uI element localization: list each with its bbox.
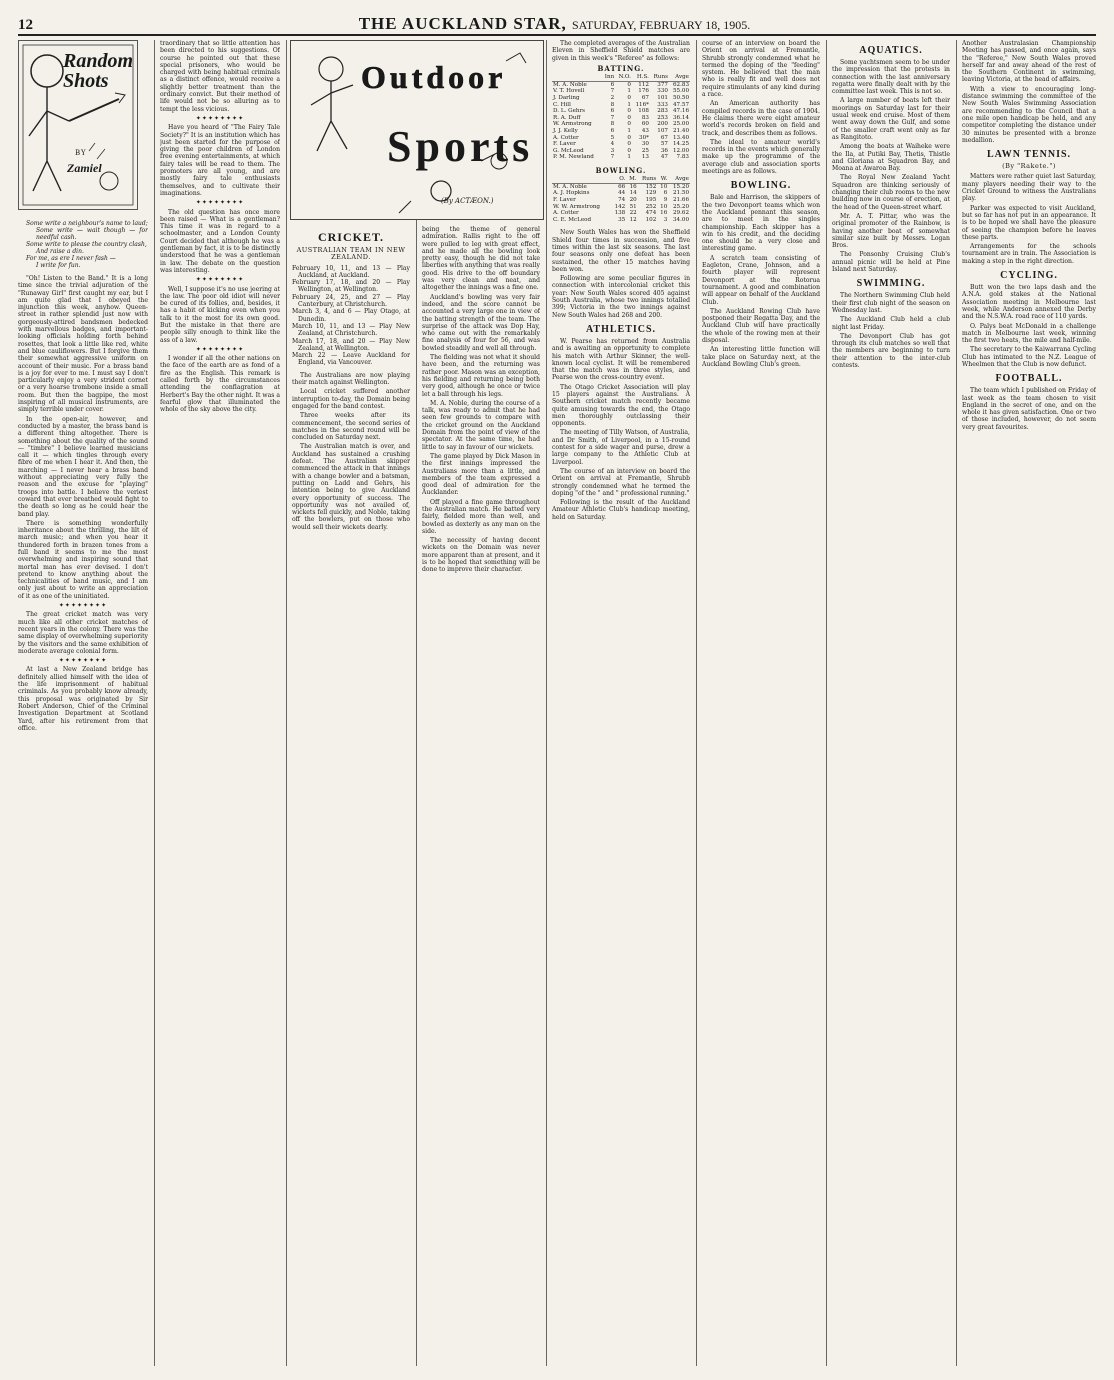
article-paragraph: The meeting of Tilly Watson, of Australia, and Dr Smith, of Liverpool, in a 15-round contest for a side wager and purse, drew a large company to the Athletic Club at Liverpool. xyxy=(552,429,690,466)
player-name-cell: F. Laver xyxy=(553,196,576,203)
stat-cell: 3 xyxy=(663,216,668,223)
player-name-cell: A. Cotter xyxy=(553,210,579,217)
stat-cell: 0 xyxy=(627,81,631,88)
cricket-heading: CRICKET. xyxy=(317,230,385,244)
athletics-heading: ATHLETICS. xyxy=(585,323,657,335)
stat-cell: 7.83 xyxy=(676,154,689,161)
banner-byline: (By ACTÆON.) xyxy=(441,197,494,205)
stat-cell: 7 xyxy=(610,88,615,95)
player-name-cell: J. Darling xyxy=(553,94,580,101)
stat-cell: 0 xyxy=(627,94,631,101)
stat-cell: 252 xyxy=(645,203,657,210)
cricket-subheading: AUSTRALIAN TEAM IN NEW ZEALAND. xyxy=(296,246,406,262)
article-paragraph: Well, I suppose it's no use jeering at the law. The poor old idiot will never be cured of its follies, and, besides, it has a habit of kicking even when you talk to it the most for its own good. But the mistake in that there are people silly enough to think like the ass of a law. xyxy=(160,285,280,344)
fixture-item: March 22 — Leave Auckland for England, via Vancouver. xyxy=(292,352,410,367)
stat-cell: 25 xyxy=(641,147,649,154)
banner-spacer xyxy=(292,40,410,226)
stat-cell: 36.14 xyxy=(672,114,689,121)
stat-cell: 57 xyxy=(660,141,668,148)
stat-cell: 101 xyxy=(657,94,668,101)
stat-cell: 1 xyxy=(627,101,631,108)
stat-cell: 62.83 xyxy=(672,81,689,88)
stat-cell: 333 xyxy=(657,101,668,108)
column-rule xyxy=(696,40,697,1366)
player-name-cell: C. E. McLeod xyxy=(553,216,592,223)
stat-cell: 83 xyxy=(641,114,649,121)
column-3 xyxy=(292,40,410,1366)
stat-cell: 15.20 xyxy=(672,183,689,190)
fixture-item: March 17, 18, and 20 — Play New Zealand, at Wellington. xyxy=(292,337,410,352)
aquatics-heading: AQUATICS. xyxy=(859,45,923,56)
stat-cell: 112 xyxy=(638,81,649,88)
stat-cell: 7 xyxy=(610,114,615,121)
article-paragraph: Three weeks after its commencement, the second series of matches in the second round will be concluded on Saturday next. xyxy=(292,412,410,442)
article-paragraph: Another Australasian Championship Meeting has passed, and once again, says the "Referee," New South Wales proved herself far and away ahead of the rest of the Southern Continent in swimming, leaving Victoria, at the head of affairs. xyxy=(962,40,1096,84)
stat-cell: 8 xyxy=(610,121,615,128)
stat-cell: 0 xyxy=(627,147,631,154)
stat-cell: 107 xyxy=(657,127,668,134)
article-paragraph: Off played a fine game throughout the Australian match. He batted very fairly, fielded more than well, and bowled as dexterly as any man on the side. xyxy=(422,498,540,535)
column-rule xyxy=(154,40,155,1366)
stat-cell: 47.16 xyxy=(672,108,689,115)
stat-cell: 10 xyxy=(660,203,668,210)
stat-cell: 142 xyxy=(614,203,626,210)
batting-caption: BATTING. xyxy=(597,63,645,73)
random-shots-verse xyxy=(26,220,148,269)
batting-intro: The completed averages of the Australian Eleven in Sheffield Shield matches are given in this week's "Referee" as follows: xyxy=(552,40,690,62)
stat-cell: 47.57 xyxy=(672,101,689,108)
verse-line: Some write a neighbour's name to laud; xyxy=(26,220,148,227)
stat-cell: 66 xyxy=(618,183,626,190)
stat-cell: 0 xyxy=(627,121,631,128)
stat-cell: 25.20 xyxy=(672,203,689,210)
table-header-row xyxy=(552,176,690,183)
fixture-item: March 3, 4, and 6 — Play Otago, at Dunedin. xyxy=(292,308,410,323)
banner-spacer xyxy=(422,40,540,226)
stat-cell: 116* xyxy=(635,101,649,108)
stat-cell: 108 xyxy=(638,108,649,115)
column-2 xyxy=(160,40,280,1366)
table-row xyxy=(552,183,690,190)
article-paragraph: course of an interview on board the Orient on arrival at Fremantle, Shrubb strongly condemned what he termed the doping of the "feeding" system. He believed that the man who is really fit and well does not require stimulants of any kind during a race. xyxy=(702,40,820,99)
article-paragraph: The Royal New Zealand Yacht Squadron are thinking seriously of changing their club rooms to the new building now in course of erection, at the head of the Queen-street wharf. xyxy=(832,174,950,211)
article-paragraph: The Australians are now playing their match against Wellington. xyxy=(292,371,410,387)
stat-cell: 7 xyxy=(610,154,615,161)
paper-date: SATURDAY, FEBRUARY 18, 1905. xyxy=(572,18,751,32)
article-paragraph: Auckland's bowling was very fair indeed, and the score cannot be accounted a very large one in view of the batting strength of the team. The surprise of the attack was Dop Hay, who came out with the remarkably fine analysis of four for 56, and was bowled steadily and well all through. xyxy=(422,293,540,352)
article-paragraph: Among the boats at Waiheke were the Ila, at Putiki Bay, Thetis, Thistle and Gloriana at Squadron Bay, and Moana at Awaroa Bay. xyxy=(832,143,950,173)
table-row xyxy=(552,210,690,217)
player-name-cell: F. Laver xyxy=(553,141,576,148)
stat-cell: 2 xyxy=(610,94,615,101)
stat-cell: 14.25 xyxy=(672,141,689,148)
stat-cell: 21.50 xyxy=(672,190,689,197)
table-row xyxy=(552,141,690,148)
stat-cell: 13.40 xyxy=(672,134,689,141)
fixture-item: February 10, 11, and 13 — Play Auckland, at Auckland. xyxy=(292,264,410,279)
player-name-cell: M. A. Noble xyxy=(553,183,587,190)
stat-cell: 5 xyxy=(610,134,615,141)
stat-cell: 20 xyxy=(629,196,637,203)
player-name-cell: A. J. Hopkins xyxy=(553,190,590,197)
article-paragraph: The Northern Swimming Club held their first club night of the season on Wednesday last. xyxy=(832,292,950,314)
column-rule xyxy=(956,40,957,1366)
column-8 xyxy=(962,40,1096,1366)
column-header: M. xyxy=(626,176,637,183)
lawn-tennis-heading: LAWN TENNIS. xyxy=(986,149,1072,161)
lawn-tennis-byline: (By "Rakete.") xyxy=(1002,162,1056,171)
article-paragraph: The Ponsonby Cruising Club's annual picnic will be held at Pine Island next Saturday. xyxy=(832,251,950,274)
article-paragraph: Following are some peculiar figures in connection with intercolonial cricket this year: New South Wales scored 405 against South Australia, whose two innings totalled 399; Victoria in the two innings against New South Wales had 268 and 200. xyxy=(552,275,690,319)
fixture-list xyxy=(292,265,410,367)
article-paragraph: The team which I published on Friday of last week as the team chosen to visit England in the secret of one, and on the whole it has given satisfaction. One or two of those included, however, do not seem very great favourites. xyxy=(962,387,1096,431)
column-header: Inn xyxy=(602,74,615,81)
heading-spacer xyxy=(18,40,148,216)
stat-cell: 195 xyxy=(645,196,657,203)
article-paragraph: O. Palys beat McDonald in a challenge match in Melbourne last week, winning the first two heats, the mile and half-mile. xyxy=(962,322,1096,345)
article-paragraph: The fielding was not what it should have been, and the returning was rather poor. Mason was an exception, his fielding and returning being both very good, although he once or twice let a ball through his legs. xyxy=(422,354,540,398)
stat-cell: 3 xyxy=(610,147,615,154)
column-header: Runs xyxy=(638,176,658,183)
stat-cell: 43 xyxy=(641,127,649,134)
column-header: O. xyxy=(611,176,626,183)
article-paragraph: The Australian match is over, and Auckland has sustained a crushing defeat. The Australian skipper commenced the attack in that innings with a change bowler and a batsman, putting on Ladd and Gehrs, his intention being to give Auckland every opportunity of success. The opportunity was not availed of, wickets fell quickly, and Noble, taking off the bowlers, put on those who would sell their wickets dearly. xyxy=(292,443,410,531)
article-paragraph: The Auckland Club held a club night last Friday. xyxy=(832,316,950,331)
article-paragraph: The Otago Cricket Association will play 15 players against the Australians. A Southern cricket match recently became quite amusing towards the end, the Otago men thoroughly outclassing their opponents. xyxy=(552,383,690,428)
section-divider: ✦✦✦✦✦✦✦✦ xyxy=(195,276,245,284)
section-divider: ✦✦✦✦✦✦✦✦ xyxy=(195,114,245,122)
column-4 xyxy=(422,40,540,1366)
player-name-cell: W. W. Armstrong xyxy=(553,203,601,210)
stat-cell: 102 xyxy=(645,216,657,223)
player-name-cell: G. McLeod xyxy=(553,147,584,154)
stat-cell: 0 xyxy=(627,141,631,148)
stat-cell: 176 xyxy=(638,88,649,95)
stat-cell: 30 xyxy=(641,141,649,148)
column-header xyxy=(552,176,611,183)
article-paragraph: The ideal to amateur world's records in the events which generally make up the programme of the average club and association sports meetings are as follows. xyxy=(702,138,820,176)
football-heading: FOOTBALL. xyxy=(995,373,1063,385)
article-paragraph: "Oh! Listen to the Band." It is a long time since the trivial adjuration of the "Runaway Girl" first caught my ear, but I am quite glad that I obeyed the injunction this week, anyhow. Queen-street in rather splendid just now with gorgeously-attired bandsmen bedecked with marvellous badges, and important-looking officials holding forth behind rosettes, that look a little like red, white and blue cauliflowers. But I forgive them their somewhat aggressive uniform on account of their music. For a brass band is a joy for ever to me. I must say I don't particularly enjoy a very strident cornet or a very hoarse trombone inside a small room. But then the bagpipe, the most inspiring of all musical instruments, are simply terrible under cover. xyxy=(18,275,148,414)
column-header xyxy=(552,74,602,81)
stat-cell: 6 xyxy=(663,190,668,197)
article-paragraph: The secretary to the Kaiwarrana Cycling Club has intimated to the N.Z. League of Wheelmen that the Club is now defunct. xyxy=(962,346,1096,368)
table-row xyxy=(552,135,690,142)
section-divider: ✦✦✦✦✦✦✦✦ xyxy=(195,345,245,353)
table-row xyxy=(552,95,690,102)
article-paragraph: New South Wales has won the Sheffield Shield four times in succession, and five times within the last six seasons. The last four seasons only one defeat has been sustained, the other 15 matches having been won. xyxy=(552,229,690,273)
table-row xyxy=(552,217,690,224)
stat-cell: 22 xyxy=(629,210,637,217)
batting-table xyxy=(552,74,690,161)
stat-cell: 200 xyxy=(657,121,668,128)
table-row xyxy=(552,204,690,211)
stat-cell: 138 xyxy=(614,210,626,217)
stat-cell: 35 xyxy=(618,216,626,223)
article-paragraph: Have you heard of "The Fairy Tale Society?" It is an institution which has just been started for the purpose of giving the poor children of London free evening entertainments, at which fairy tales will be read to them. The promoters are all young, and are mostly fairy tale enthusiasts themselves, and to cultivate their imaginations. xyxy=(160,124,280,197)
bowling-table-body xyxy=(552,183,690,223)
article-paragraph: The Devonport Club has got through its club matches so well that the members are beginning to turn their attention to the inter-club contests. xyxy=(832,332,950,369)
verse-line: And raise a din. xyxy=(36,248,84,255)
article-paragraph: The game played by Dick Mason in the first innings impressed the Australians more than a little, and members of the team expressed a good deal of admiration for the Aucklander. xyxy=(422,452,540,497)
bowling-table xyxy=(552,176,690,223)
article-paragraph: I wonder if all the other nations on the face of the earth are as fond of a fire as the English. This remark is called forth by the circumstances attending the conflagration at Herbert's Bay the other night. It was a fearful glow that illuminated the whole of the sky above the city. xyxy=(160,355,280,414)
player-name-cell: P. M. Newland xyxy=(553,154,594,161)
section-divider: ✦✦✦✦✦✦✦✦ xyxy=(58,657,108,665)
stat-cell: 12.00 xyxy=(672,147,689,154)
player-name-cell: R. A. Duff xyxy=(553,114,581,121)
article-paragraph: An interesting little function will take place on Saturday next, at the Auckland Bowling Club's green. xyxy=(702,346,820,368)
column-rule xyxy=(286,40,287,1366)
stat-cell: 51 xyxy=(629,203,637,210)
table-row xyxy=(552,102,690,109)
bowling-sport-heading: BOWLING. xyxy=(730,180,792,192)
stat-cell: 55.00 xyxy=(672,88,689,95)
table-row xyxy=(552,148,690,155)
player-name-cell: A. Cotter xyxy=(553,134,579,141)
verse-line: I write for fun. xyxy=(36,262,81,269)
article-paragraph: Bale and Harrison, the skippers of the two Devonport teams which won the Auckland pennant this season, are to meet in the singles championship. Each skipper has a win to his credit, and the deciding one should be a very close and interesting game. xyxy=(702,194,820,253)
player-name-cell: M. A. Noble xyxy=(553,81,587,88)
stat-cell: 8 xyxy=(610,101,615,108)
article-paragraph: Butt won the two laps dash and the A.N.A. gold stakes at the National Association meeting in Melbourne last week, while Anderson annexed the Derby and the N.S.W.A. road race of 110 yards. xyxy=(962,284,1096,321)
stat-cell: 6 xyxy=(610,127,615,134)
stat-cell: 25.00 xyxy=(672,121,689,128)
batting-table-body xyxy=(552,81,690,161)
stat-cell: 253 xyxy=(657,114,668,121)
cycling-heading: CYCLING. xyxy=(1000,270,1058,282)
random-shots-author: Zamiel xyxy=(67,161,102,175)
stat-cell: 377 xyxy=(657,81,668,88)
article-paragraph: Following is the result of the Auckland Amateur Athletic Club's handicap meeting, held on Saturday. xyxy=(552,499,690,521)
stat-cell: 12 xyxy=(629,216,637,223)
page-number: 12 xyxy=(18,17,33,33)
column-7 xyxy=(832,40,950,1366)
stat-cell: 29.62 xyxy=(672,210,689,217)
stat-cell: 10 xyxy=(660,183,668,190)
table-row xyxy=(552,81,690,88)
stat-cell: 1 xyxy=(627,88,631,95)
stat-cell: 30* xyxy=(639,134,649,141)
article-paragraph: Mr. A. T. Pittar, who was the original promoter of the Rainbow, is having another boat of somewhat similar size built by Messrs. Logan Bros. xyxy=(832,212,950,250)
fixture-item: February 17, 18, and 20 — Play Wellington, at Wellington. xyxy=(292,279,410,294)
table-row xyxy=(552,88,690,95)
article-paragraph: The necessity of having decent wickets on the Domain was never more apparent than at present, and it is to be hoped that something will be done to improve their character. xyxy=(422,537,540,574)
column-header: H.S. xyxy=(632,74,650,81)
article-paragraph: A large number of boats left their moorings on Saturday last for their usual week end cruise. Most of them went away down the Gulf, and some of the smaller craft went only as far as Rangitoto. xyxy=(832,97,950,141)
stat-cell: 36 xyxy=(660,147,668,154)
stat-cell: 16 xyxy=(629,183,637,190)
random-shots-by: BY xyxy=(75,149,87,157)
column-1 xyxy=(18,40,148,1366)
article-paragraph: Matters were rather quiet last Saturday, many players needing their way to the Cricket Ground to witness the Australians play. xyxy=(962,173,1096,203)
stat-cell: 67 xyxy=(641,94,649,101)
section-divider: ✦✦✦✦✦✦✦✦ xyxy=(195,199,245,207)
column-5 xyxy=(552,40,690,1366)
player-name-cell: V. T. Hovell xyxy=(553,88,585,95)
stat-cell: 474 xyxy=(645,210,657,217)
verse-line: Some write to please the country clash, xyxy=(26,241,147,248)
fixture-item: February 24, 25, and 27 — Play Canterbury, at Christchurch. xyxy=(292,293,410,309)
article-paragraph: M. A. Noble, during the course of a talk, was ready to admit that he had seen few grounds to compare with the cricket ground on the Auckland Domain from the point of view of the spectator. At the same time, he had little to say in favour of our wickets. xyxy=(422,399,540,451)
banner-title-bottom: Sports xyxy=(387,122,534,171)
section-divider: ✦✦✦✦✦✦✦✦ xyxy=(58,602,108,610)
column-header: Runs xyxy=(650,74,669,81)
stat-cell: 13 xyxy=(641,154,649,161)
article-paragraph: Local cricket suffered another interruption to-day, the Domain being engaged for the band contest. xyxy=(292,388,410,410)
column-header: Avge xyxy=(669,74,690,81)
stat-cell: 6 xyxy=(610,108,615,115)
article-paragraph: At last a New Zealand bridge has definitely allied himself with the idea of the life imprisonment of habitual criminals. As you probably know already, this proposal was originated by Sir Robert Anderson, Chief of the Criminal Investigation Department at Scotland Yard, after his retirement from that office. xyxy=(18,666,148,732)
stat-cell: 0 xyxy=(627,114,631,121)
column-header: Avge xyxy=(668,176,690,183)
column-rule xyxy=(546,40,547,1366)
article-paragraph: The course of an interview on board the Orient on arrival at Fremantle, Shrubb strongly condemned what he termed the doping "of the " and " professional running." xyxy=(552,467,690,497)
stat-cell: 60 xyxy=(641,121,649,128)
random-shots-title: Random Shots xyxy=(63,50,134,92)
column-header: N.O. xyxy=(615,74,632,81)
article-paragraph: traordinary that so little attention has been directed to his suggestions. Of course he pointed out that these special prisoners, who would be charged with being habitual criminals as a distinct offence, would receive a slightly better treatment than the ordinary convict. But their method of life would not be so alluring as to tempt the less vicious. xyxy=(160,40,280,113)
article-paragraph: Parker was expected to visit Auckland, but so far has not put in an appearance. It is to be hoped we shall have the pleasure of seeing the champion before he leaves these parts. xyxy=(962,204,1096,241)
paper-name: THE AUCKLAND STAR, xyxy=(358,14,567,33)
player-name-cell: D. L. Gehrs xyxy=(553,108,586,115)
table-row xyxy=(552,128,690,135)
article-paragraph: W. Pearse has returned from Australia and is awaiting an opportunity to complete his match with Arthur Skinner, the well-known local cyclist. It will be remembered that the match was in three styles, and Pearse won the cross-country event. xyxy=(552,337,690,382)
stat-cell: 1 xyxy=(627,127,631,134)
stat-cell: 1 xyxy=(627,154,631,161)
banner-title-top: Outdoor xyxy=(361,59,507,95)
stat-cell: 283 xyxy=(657,108,668,115)
column-rule xyxy=(416,40,417,1366)
article-paragraph: Some yachtsmen seem to be under the impression that the protests in connection with the last anniversary regatta were finally dealt with by the committee last week. This is not so. xyxy=(832,59,950,96)
verse-line: Some write — wait though — for needful cash. xyxy=(36,227,148,241)
stat-cell: 330 xyxy=(657,88,668,95)
article-paragraph: A scratch team consisting of Eagleton, Crane, Johnson, and a fourth player will represent Devonport at the Rotorua tournament. A good and combination will appear on behalf of the Auckland Club. xyxy=(702,254,820,306)
table-row xyxy=(552,154,690,161)
stat-cell: 14 xyxy=(629,190,637,197)
stat-cell: 152 xyxy=(645,183,657,190)
bowling-caption: BOWLING. xyxy=(595,165,647,175)
column-rule xyxy=(826,40,827,1366)
stat-cell: 9 xyxy=(663,196,668,203)
article-paragraph: With a view to encouraging long-distance swimming the committee of the New South Wales Swimming Association are recommending to the Council that a one mile open handicap be held, and any competitor completing the distance under 30 minutes be presented with a bronze medallion. xyxy=(962,85,1096,144)
table-row xyxy=(552,190,690,197)
article-paragraph: The old question has once more been raised — What is a gentleman? This time it was in regard to a schoolmaster, and a London County Court decided that although he was a gentleman by fact, it is to be distinctly understood that he was a gentleman in law. The debate on the question was interesting. xyxy=(160,208,280,274)
article-paragraph: The great cricket match was very much like all other cricket matches of recent years in the colony. There was the same display of overwhelming superiority by the visitors and the same exhibition of moderate average colonial form. xyxy=(18,611,148,655)
stat-cell: 16 xyxy=(660,210,668,217)
article-paragraph: In the open-air, however, and conducted by a master, the brass band is a different thing altogether. There is something about the quality of the sound — "timbre" I believe learned musicians call it — which tingles through every fibre of me when I hear it. And then, the marching — I never hear a brass band without appreciating very fully the reason and the excuse for "playing" troops into battle. I believe the veriest coward that ever breathed would fight to the death so long as he could hear the band play. xyxy=(18,415,148,518)
stat-cell: 0 xyxy=(627,108,631,115)
article-paragraph: An American authority has compiled records in the case of 1904. He claims there were eight amateur world's records broken on field and track, and describes them as follows. xyxy=(702,100,820,137)
masthead xyxy=(18,8,1096,36)
paper-title xyxy=(359,14,751,34)
article-paragraph: The Auckland Rowing Club have postponed their Regatta Day, and the Auckland Club will have practically the whole of the rowing men at their disposal. xyxy=(702,307,820,344)
swimming-heading: SWIMMING. xyxy=(856,278,926,290)
table-row xyxy=(552,121,690,128)
stat-cell: 4 xyxy=(610,141,615,148)
table-row xyxy=(552,197,690,204)
stat-cell: 21.66 xyxy=(672,196,689,203)
stat-cell: 6 xyxy=(610,81,615,88)
player-name-cell: C. Hill xyxy=(553,101,571,108)
stat-cell: 67 xyxy=(660,134,668,141)
table-header-row xyxy=(552,74,690,81)
newspaper-page xyxy=(18,8,1096,1372)
article-paragraph: being the theme of general admiration. Rallis right to the off were pulled to leg with great effect, and he made all the bowling look pretty easy, though he did not take liberties with anything that was really good. His drive to the off boundary was very clean and neat, and altogether the innings was a fine one. xyxy=(422,226,540,292)
player-name-cell: J. J. Kelly xyxy=(553,127,578,134)
stat-cell: 44 xyxy=(618,190,626,197)
stat-cell: 21.40 xyxy=(672,127,689,134)
table-row xyxy=(552,115,690,122)
stat-cell: 129 xyxy=(645,190,657,197)
stat-cell: 74 xyxy=(618,196,626,203)
stat-cell: 47 xyxy=(660,154,668,161)
stat-cell: 0 xyxy=(627,134,631,141)
column-6 xyxy=(702,40,820,1366)
fixture-item: March 10, 11, and 13 — Play New Zealand, at Christchurch. xyxy=(292,322,410,338)
article-paragraph: There is something wonderfully inheritance about the thrilling, the lilt of march music; and when you hear it thundered forth in brazen tones from a full band it seems to me the most overwhelming and inspiring sound that mortal man has ever devised. I don't pretend to know anything about the technicalities of band music, and I am only just about to write an appreciation of it as one of the uninitiated. xyxy=(18,519,148,600)
article-paragraph: Arrangements for the schools tournament are in train. The Association is making a step in the right direction. xyxy=(962,243,1096,265)
column-header: W. xyxy=(657,176,668,183)
stat-cell: 34.00 xyxy=(672,216,689,223)
table-row xyxy=(552,108,690,115)
verse-line: For me, as ere I never fash — xyxy=(26,255,116,262)
stat-cell: 50.50 xyxy=(672,94,689,101)
player-name-cell: W. Armstrong xyxy=(553,121,592,128)
